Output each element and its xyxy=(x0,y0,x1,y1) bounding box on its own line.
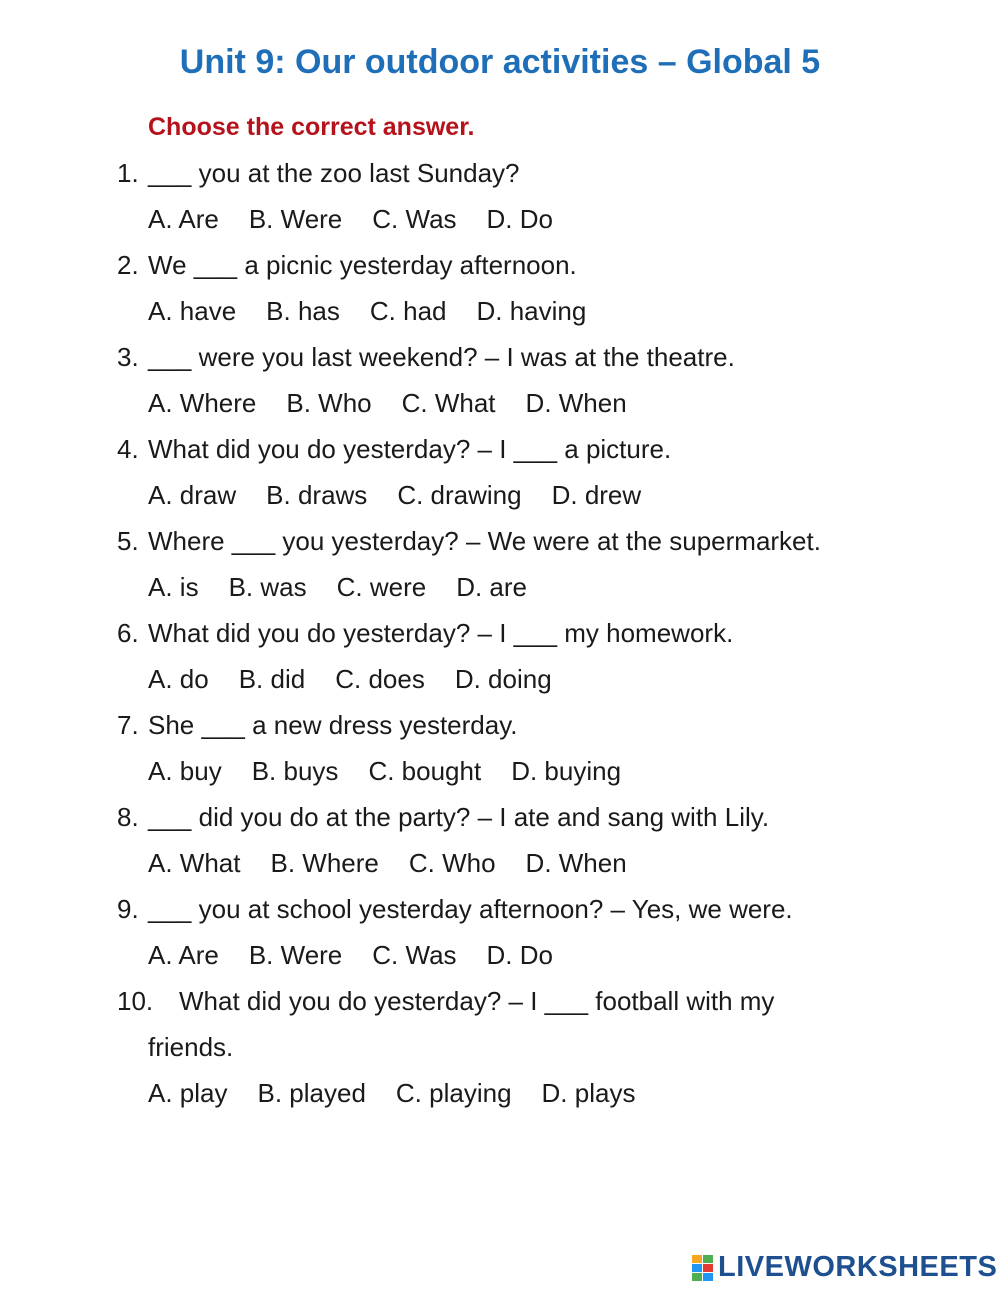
option-d[interactable]: D. When xyxy=(525,848,627,878)
option-c[interactable]: C. What xyxy=(401,388,496,418)
logo-text: LIVEWORKSHEETS xyxy=(718,1251,998,1283)
answer-options xyxy=(0,751,1000,797)
option-c[interactable]: C. Was xyxy=(372,204,457,234)
option-d[interactable]: D. When xyxy=(525,388,627,418)
option-b[interactable]: B. Were xyxy=(248,940,343,970)
question-item xyxy=(0,613,1000,705)
question-list xyxy=(0,153,1000,1119)
answer-options xyxy=(0,1073,1000,1119)
question-number: 8. xyxy=(117,802,139,832)
question-number: 4. xyxy=(117,434,139,464)
option-d[interactable]: D. having xyxy=(476,296,587,326)
question-number: 7. xyxy=(117,710,139,740)
question-text: What did you do yesterday? – I ___ football with my xyxy=(179,986,775,1016)
liveworksheets-logo[interactable] xyxy=(692,1251,997,1283)
option-a[interactable]: A. Are xyxy=(148,204,219,234)
option-b[interactable]: B. Where xyxy=(270,848,379,878)
option-b[interactable]: B. Were xyxy=(248,204,343,234)
worksheet-title: Unit 9: Our outdoor activities – Global 5 xyxy=(179,43,821,81)
question-text: She ___ a new dress yesterday. xyxy=(148,710,518,740)
answer-options xyxy=(0,659,1000,705)
question-item xyxy=(0,153,1000,245)
option-b[interactable]: B. played xyxy=(257,1078,366,1108)
question-text: ___ you at school yesterday afternoon? – Yes, we were. xyxy=(148,894,793,924)
question-item xyxy=(0,797,1000,889)
option-b[interactable]: B. Who xyxy=(286,388,372,418)
question-number: 10. xyxy=(117,986,154,1016)
option-d[interactable]: D. Do xyxy=(486,204,553,234)
answer-options xyxy=(0,383,1000,429)
question-text: What did you do yesterday? – I ___ my homework. xyxy=(148,618,734,648)
option-a[interactable]: A. Are xyxy=(148,940,219,970)
question-text: ___ you at the zoo last Sunday? xyxy=(148,158,520,188)
question-number: 2. xyxy=(117,250,139,280)
option-d[interactable]: D. buying xyxy=(511,756,622,786)
option-c[interactable]: C. Who xyxy=(408,848,496,878)
question-number: 1. xyxy=(117,158,139,188)
question-item xyxy=(0,981,1000,1119)
option-d[interactable]: D. plays xyxy=(541,1078,636,1108)
question-item xyxy=(0,705,1000,797)
question-item xyxy=(0,889,1000,981)
question-item xyxy=(0,521,1000,613)
option-b[interactable]: B. did xyxy=(238,664,306,694)
option-c[interactable]: C. playing xyxy=(395,1078,512,1108)
option-a[interactable]: A. What xyxy=(148,848,241,878)
question-text: ___ were you last weekend? – I was at the theatre. xyxy=(148,342,735,372)
question-number: 6. xyxy=(117,618,139,648)
option-a[interactable]: A. Where xyxy=(148,388,257,418)
option-c[interactable]: C. Was xyxy=(372,940,457,970)
option-b[interactable]: B. draws xyxy=(266,480,368,510)
question-number: 5. xyxy=(117,526,139,556)
option-d[interactable]: D. Do xyxy=(486,940,553,970)
option-c[interactable]: C. had xyxy=(369,296,447,326)
question-text: Where ___ you yesterday? – We were at the supermarket. xyxy=(148,526,821,556)
answer-options xyxy=(0,475,1000,521)
answer-options xyxy=(0,567,1000,613)
option-c[interactable]: C. drawing xyxy=(397,480,522,510)
option-a[interactable]: A. play xyxy=(148,1078,228,1108)
question-text: We ___ a picnic yesterday afternoon. xyxy=(148,250,577,280)
question-text: ___ did you do at the party? – I ate and sang with Lily. xyxy=(148,802,770,832)
option-d[interactable]: D. are xyxy=(456,572,527,602)
question-item xyxy=(0,429,1000,521)
option-c[interactable]: C. were xyxy=(336,572,427,602)
option-b[interactable]: B. buys xyxy=(251,756,339,786)
answer-options xyxy=(0,935,1000,981)
question-number: 3. xyxy=(117,342,139,372)
answer-options xyxy=(0,291,1000,337)
option-d[interactable]: D. doing xyxy=(454,664,552,694)
option-a[interactable]: A. buy xyxy=(148,756,222,786)
question-text-continuation: friends. xyxy=(148,1032,234,1062)
question-text: What did you do yesterday? – I ___ a picture. xyxy=(148,434,672,464)
instruction-text: Choose the correct answer. xyxy=(148,113,475,141)
option-a[interactable]: A. is xyxy=(148,572,199,602)
liveworksheets-logo-icon xyxy=(692,1253,714,1281)
option-a[interactable]: A. do xyxy=(148,664,209,694)
question-number: 9. xyxy=(117,894,139,924)
question-item xyxy=(0,245,1000,337)
answer-options xyxy=(0,199,1000,245)
option-b[interactable]: B. has xyxy=(266,296,340,326)
option-d[interactable]: D. drew xyxy=(551,480,642,510)
option-a[interactable]: A. draw xyxy=(148,480,237,510)
option-c[interactable]: C. bought xyxy=(368,756,482,786)
question-item xyxy=(0,337,1000,429)
option-a[interactable]: A. have xyxy=(148,296,237,326)
answer-options xyxy=(0,843,1000,889)
option-b[interactable]: B. was xyxy=(228,572,307,602)
option-c[interactable]: C. does xyxy=(335,664,425,694)
